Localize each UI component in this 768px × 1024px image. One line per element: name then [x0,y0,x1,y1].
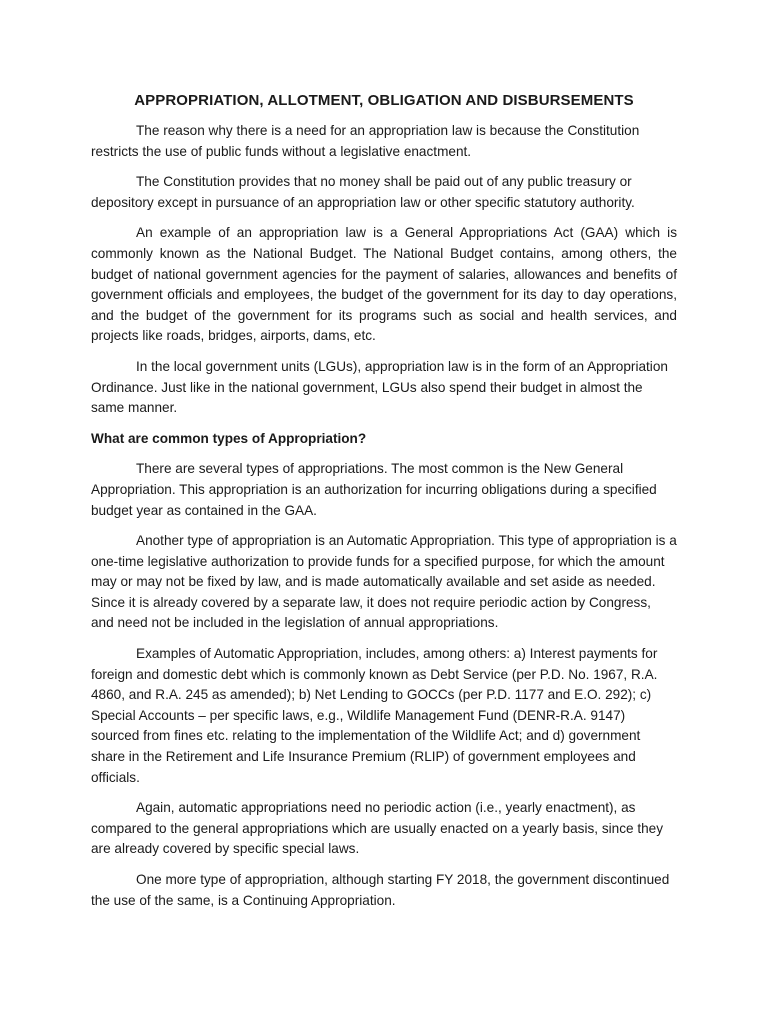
paragraph-new-general-appropriation: There are several types of appropriations. The most common is the New General Appropriation. This appropriation is an authorization for incurring obligations during a specified budget year as contained in the GAA. [91,461,657,518]
document-page [91,92,677,921]
paragraph-appropriation-law-reason: The reason why there is a need for an appropriation law is because the Constitution restricts the use of public funds without a legislative enactment. [91,123,640,159]
document-title: APPROPRIATION, ALLOTMENT, OBLIGATION AND DISBURSEMENTS [134,92,634,109]
paragraph-automatic-appropriation-periodic-action: Again, automatic appropriations need no periodic action (i.e., yearly enactment), as compared to the general appropriations which are usually enacted on a yearly basis, since they are already covered by specific special laws. [91,800,664,857]
paragraph-lgu-appropriation: In the local government units (LGUs), appropriation law is in the form of an Appropriation Ordinance. Just like in the national government, LGUs also spend their budget in almost the same manner. [91,358,668,416]
paragraph-constitution-provision: The Constitution provides that no money shall be paid out of any public treasury or depository except in pursuance of an appropriation law or other specific statutory authority. [91,174,635,210]
section-heading-types-of-appropriation: What are common types of Appropriation? [91,430,367,446]
paragraph-automatic-appropriation-examples: Examples of Automatic Appropriation, includes, among others: a) Interest payments for foreign and domestic debt which is commonly known as Debt Service (per P.D. No. 1967, R.A. 4860, and R.A. 245 as amended); b) Net Lending to GOCCs (per P.D. 1177 and E.O. 292); c) Special Accounts – per specific laws, e.g., Wildlife Management Fund (DENR-R.A. 9147) sourced from fines etc. relating to the implementation of the Wildlife Act; and d) government share in the Retirement and Life Insurance Premium (RLIP) of government employees and officials. [91,646,658,785]
paragraph-gaa-example: An example of an appropriation law is a General Appropriations Act (GAA) which is commonly known as the National Budget. The National Budget contains, among others, the budget of national government agencies for the payment of salaries, allowances and benefits of government officials and employees, the budget of the government for its day to day operations, and the budget of the government for its programs such as social and health services, and projects like roads, bridges, airports, dams, etc. [91,225,677,344]
paragraph-automatic-appropriation: Another type of appropriation is an Automatic Appropriation. This type of appropriation is a one-time legislative authorization to provide funds for a specified purpose, for which the amount may or may not be fixed by law, and is made automatically available and set aside as needed. Since it is already covered by a separate law, it does not require periodic action by Congress, and need not be included in the legislation of annual appropriations. [91,533,677,631]
paragraph-continuing-appropriation: One more type of appropriation, although starting FY 2018, the government discontinued the use of the same, is a Continuing Appropriation. [91,872,670,908]
